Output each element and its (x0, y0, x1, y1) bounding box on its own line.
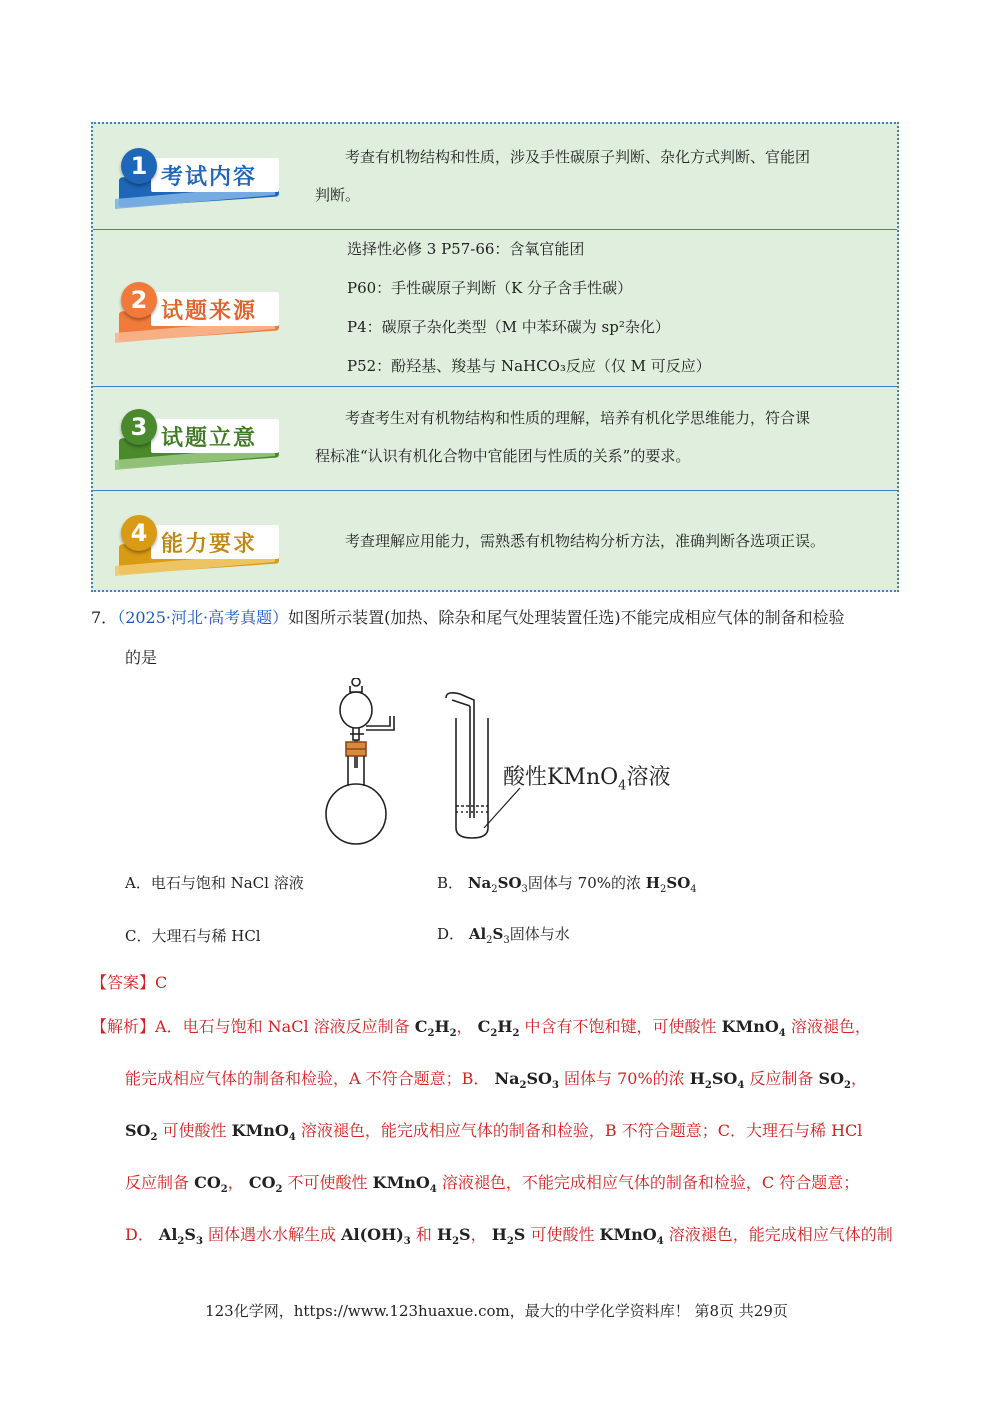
row-text (347, 230, 889, 386)
text-line: 程标准“认识有机化合物中官能团与性质的关系”的要求。 (315, 447, 691, 465)
analysis-line-3: $SO_2$ 可使酸性 KMnO$_4$ 溶液褪色，能完成相应气体的制备和检验，B 不符合题意；C．大理石与稀 HCl (125, 1121, 863, 1144)
answer-value: C (155, 973, 168, 992)
number-badge: 2 (121, 282, 157, 318)
text-line: P4：碳原子杂化类型（M 中苯环碳为 sp²杂化） (347, 318, 670, 336)
analysis-line-4: 反应制备 $CO_2$， $CO_2$ 不可使酸性 KMnO$_4$ 溶液褪色，不能完成相应气体的制备和检验，C 符合题意； (125, 1173, 860, 1196)
question-source: （2025·河北·高考真题） (117, 608, 289, 627)
banner-question-source (111, 280, 281, 342)
option-a: A．电石与饱和 NaCl 溶液 (125, 874, 304, 892)
text-line: 选择性必修 3 P57-66：含氧官能团 (347, 240, 585, 258)
analysis-line-5: D． $Al_2S_3$ 固体遇水水解生成 $Al(OH)_3$ 和 $H_2S$， $H_2S$ 可使酸性 KMnO$_4$ 溶液褪色，能完成相应气体的制 (125, 1225, 893, 1248)
option-c: C．大理石与稀 HCl (125, 927, 261, 945)
analysis-line-2: 能完成相应气体的制备和检验，A 不符合题意；B． $Na_2SO_3$ 固体与 70%的浓 $H_2SO_4$ 反应制备 $SO_2$， (125, 1069, 867, 1092)
option-d: D． $Al_2S_3$固体与水 (437, 925, 570, 946)
banner-exam-content (111, 146, 281, 208)
text-line: P60：手性碳原子判断（K 分子含手性碳） (347, 279, 633, 297)
analysis-line-1: 【解析】A．电石与饱和 NaCl 溶液反应制备 $C_2H_2$， $C_2H_2$ 中含有不饱和键，可使酸性 KMnO$_4$ 溶液褪色， (91, 1017, 871, 1040)
text-line: 考查有机物结构和性质，涉及手性碳原子判断、杂化方式判断、官能团 (345, 148, 811, 166)
row-text (315, 138, 889, 214)
apparatus-figure (320, 678, 680, 857)
text-line: 考查考生对有机物结构和性质的理解，培养有机化学思维能力，符合课 (345, 409, 811, 427)
info-row-intent (93, 387, 897, 491)
row-text (315, 399, 889, 475)
banner-title: 能力要求 (161, 532, 258, 557)
question-stem (91, 605, 845, 628)
banner-question-intent (111, 407, 281, 469)
row-text (315, 522, 889, 560)
page-footer: 123化学网，https://www.123huaxue.com，最大的中学化学资料库！ 第8页 共29页 (205, 1302, 788, 1320)
info-row-source (93, 230, 897, 387)
answer-label: 【答案】 (91, 973, 156, 992)
option-b: B． $Na_2SO_3$固体与 70%的浓 $H_2SO_4$ (437, 874, 697, 895)
text-line: P52：酚羟基、羧基与 NaHCO₃反应（仅 M 可反应） (347, 357, 711, 375)
number-badge: 3 (121, 409, 157, 445)
info-row-ability (93, 491, 897, 592)
info-row-content (93, 124, 897, 230)
number-badge: 1 (121, 148, 157, 184)
question-number: 7． (91, 608, 118, 627)
number-badge: 4 (121, 515, 157, 551)
answer-line (91, 970, 167, 993)
exam-info-table (91, 122, 899, 592)
banner-title: 考试内容 (161, 165, 258, 190)
question-text-cont: 的是 (125, 648, 158, 667)
reagent-label: 酸性KMnO$_4$溶液 (503, 765, 671, 794)
text-line: 考查理解应用能力，需熟悉有机物结构分析方法，准确判断各选项正误。 (345, 532, 826, 550)
question-text: 如图所示装置(加热、除杂和尾气处理装置任选)不能完成相应气体的制备和检验 (288, 608, 845, 627)
banner-title: 试题来源 (161, 299, 258, 324)
banner-title: 试题立意 (161, 426, 258, 451)
text-line: 判断。 (315, 186, 361, 204)
banner-ability-requirement (111, 513, 281, 575)
